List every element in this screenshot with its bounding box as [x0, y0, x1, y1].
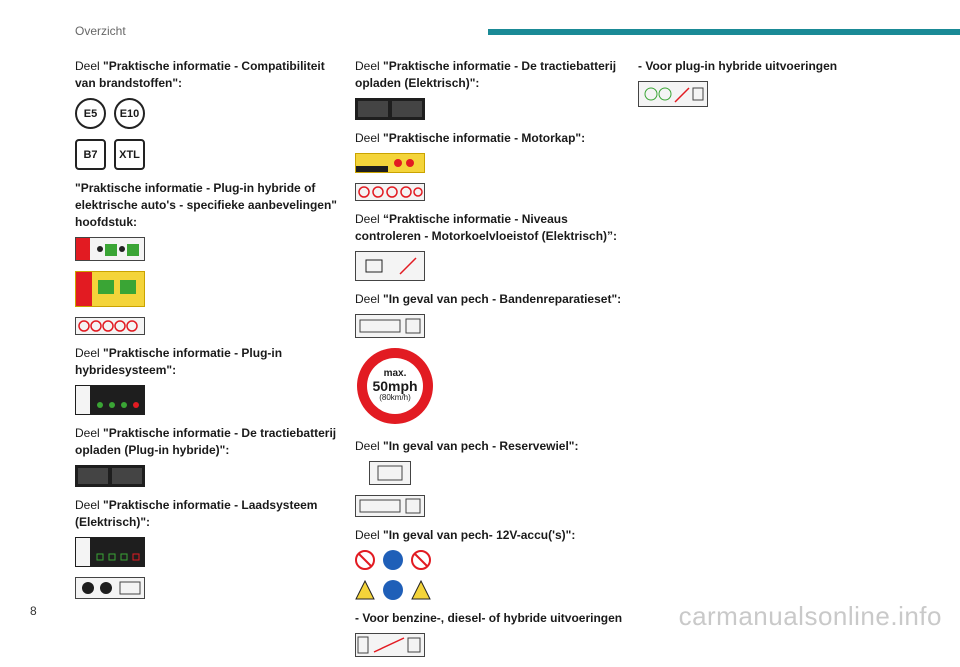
header-accent-bar [488, 29, 960, 35]
speed-limit-sub: (80km/h) [379, 393, 411, 402]
para-title: "Praktische informatie - De tractiebatterij opladen (Plug-in hybride)": [75, 426, 337, 457]
para-title: "In geval van pech - Reservewiel": [383, 439, 579, 453]
stop-start-label-icon [355, 153, 425, 173]
para-coolant [355, 211, 625, 245]
explosion-warning-icon [411, 580, 431, 600]
fuel-icons-row-2 [75, 139, 345, 170]
battery-safety-icons-row-1 [355, 550, 625, 570]
connector-type-label-icon [75, 577, 145, 599]
para-12v-battery [355, 527, 625, 544]
speed-limit-sign [357, 348, 433, 424]
para-prefix: Deel [355, 292, 384, 306]
battery-safety-icons-row-2 [355, 580, 625, 600]
fuel-e10-icon: E10 [114, 98, 145, 129]
spare-wheel-small-label-icon [369, 461, 411, 485]
para-title: - Voor benzine-, diesel- of hybride uitvoeringen [355, 611, 623, 625]
speed-limit-value: 50mph [372, 378, 418, 394]
tyre-repair-label-icon [355, 314, 425, 338]
section-header: Overzicht [75, 24, 126, 38]
para-prefix: Deel [75, 59, 104, 73]
coolant-label-icon [355, 251, 425, 281]
para-title: "Praktische informatie - Laadsysteem (Elektrisch)": [75, 498, 318, 529]
para-title: "Praktische informatie - Motorkap": [383, 131, 586, 145]
para-spare-wheel [355, 438, 625, 455]
para-plugin-system [75, 345, 345, 379]
para-petrol-diesel-versions [355, 610, 625, 627]
page-number: 8 [30, 604, 37, 618]
no-flame-icon [355, 550, 375, 570]
prohibition-symbols-icon [75, 317, 145, 335]
column-1 [75, 58, 345, 609]
para-plugin-versions [638, 58, 908, 75]
fuel-xtl-icon: XTL [114, 139, 145, 170]
para-prefix: Deel [355, 212, 384, 226]
para-prefix: Deel [355, 439, 384, 453]
para-title: "In geval van pech - Bandenreparatieset": [383, 292, 622, 306]
para-prefix: Deel [75, 498, 104, 512]
read-manual-icon [383, 580, 403, 600]
plugin-battery-label-icon [638, 81, 708, 107]
para-prefix: Deel [75, 346, 104, 360]
battery-charging-ev-label-icon [355, 98, 425, 120]
charging-warning-label-icon [75, 237, 145, 261]
para-prefix: Deel [355, 59, 384, 73]
para-charging-system [75, 497, 345, 531]
para-prefix: Deel [355, 528, 384, 542]
para-title: "Praktische informatie - Plug-in hybride of elektrische auto's - specifieke aanbevelingen" hoofdstuk: [75, 181, 337, 229]
para-plugin-recommendations [75, 180, 345, 231]
no-children-icon [411, 550, 431, 570]
speed-limit-top: max. [383, 368, 407, 379]
para-title: "Praktische informatie - Compatibiliteit van brandstoffen": [75, 59, 325, 90]
charging-status-label-icon [75, 385, 145, 415]
battery-charging-label-icon [75, 465, 145, 487]
fuel-icons-row-1 [75, 98, 345, 129]
bonnet-warnings-label-icon [355, 183, 425, 201]
para-traction-battery-ev [355, 58, 625, 92]
fuel-b7-icon: B7 [75, 139, 106, 170]
column-3 [638, 58, 908, 117]
para-title: “Praktische informatie - Niveaus controleren - Motorkoelvloeistof (Elektrisch)”: [355, 212, 618, 243]
charging-safe-label-icon [75, 271, 145, 307]
eye-protection-icon [383, 550, 403, 570]
para-title: "In geval van pech- 12V-accu('s)": [383, 528, 576, 542]
para-bonnet [355, 130, 625, 147]
acid-warning-icon [355, 580, 375, 600]
para-traction-battery-phev [75, 425, 345, 459]
para-prefix: Deel [75, 426, 104, 440]
para-title: "Praktische informatie - Plug-in hybridesysteem": [75, 346, 283, 377]
para-tyre-repair-kit [355, 291, 625, 308]
watermark: carmanualsonline.info [678, 601, 942, 631]
charging-system-label-icon [75, 537, 145, 567]
para-prefix: Deel [355, 131, 384, 145]
para-title: "Praktische informatie - De tractiebatterij opladen (Elektrisch)": [355, 59, 617, 90]
para-title: - Voor plug-in hybride uitvoeringen [638, 59, 838, 73]
column-2 [355, 58, 625, 667]
battery-warning-label-icon [355, 633, 425, 657]
fuel-e5-icon: E5 [75, 98, 106, 129]
para-fuel-compat [75, 58, 345, 92]
spare-wheel-label-icon [355, 495, 425, 517]
